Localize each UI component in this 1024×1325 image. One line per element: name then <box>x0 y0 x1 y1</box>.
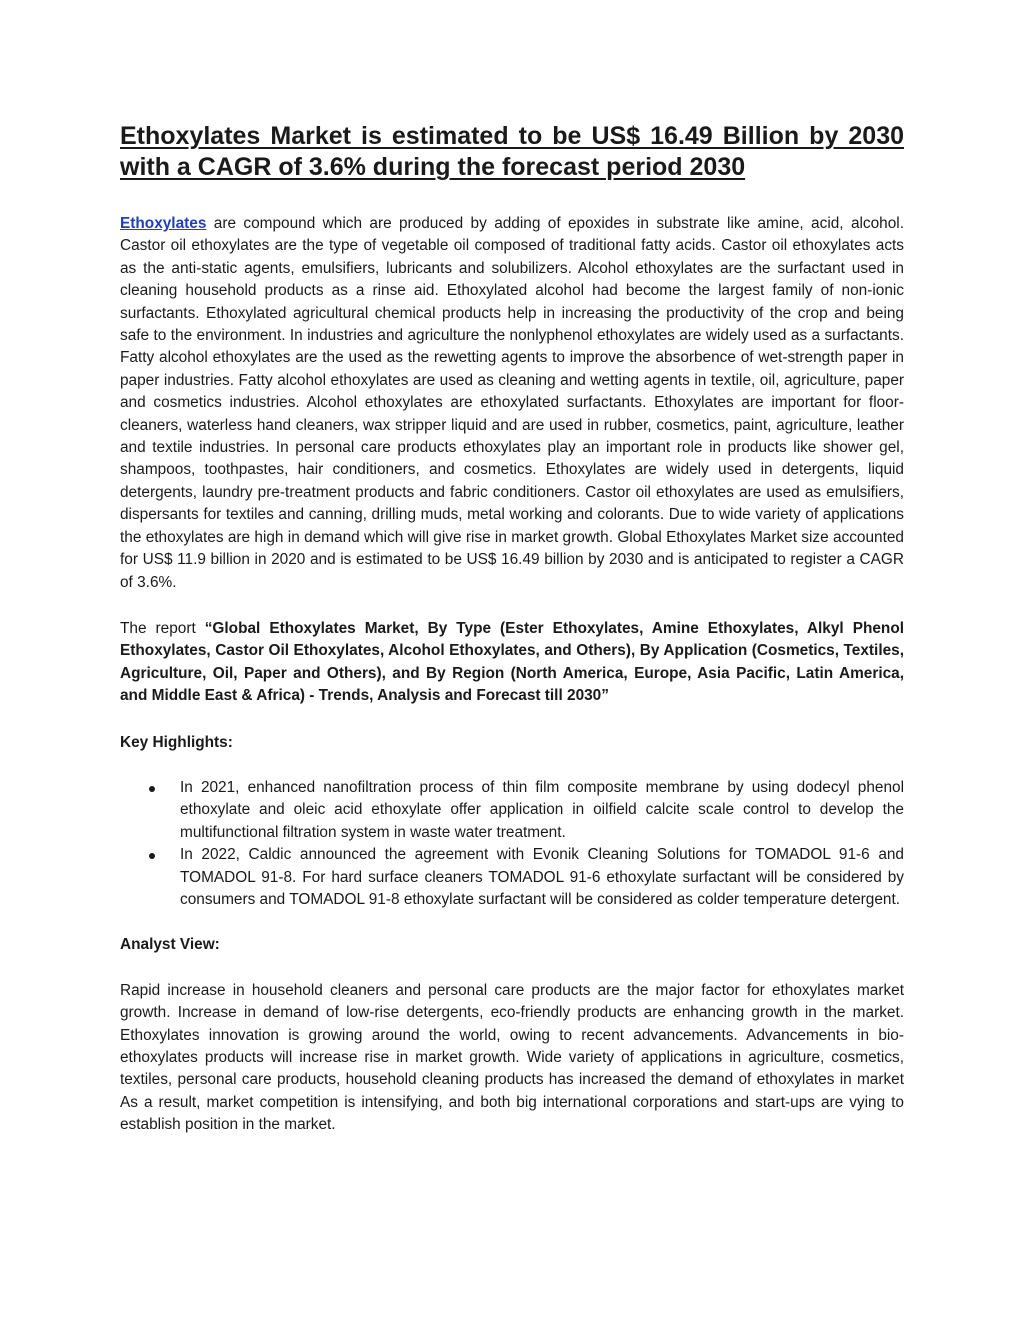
intro-text: are compound which are produced by adding of epoxides in substrate like amine, acid, alcohol. Castor oil ethoxylates are the type of vegetable oil composed of traditional fatty acids. Castor oil ethoxylates acts as the anti-static agents, emulsifiers, lubricants and solubilizers. Alcohol ethoxylates are the surfactant used in cleaning household products as a rinse aid. Ethoxylated alcohol had become the largest family of non-ionic surfactants. Ethoxylated agricultural chemical products help in increasing the productivity of the crop and being safe to the environment. In industries and agriculture the nonlyphenol ethoxylates are widely used as a surfactants. Fatty alcohol ethoxylates are the used as the rewetting agents to improve the absorbence of wet-strength paper in paper industries. Fatty alcohol ethoxylates are used as cleaning and wetting agents in textile, oil, agriculture, paper and cosmetics industries. Alcohol ethoxylates are ethoxylated surfactants. Ethoxylates are important for floor-cleaners, waterless hand cleaners, wax stripper liquid and are used in rubber, cosmetics, paint, agriculture, leather and textile industries. In personal care products ethoxylates play an important role in products like shower gel, shampoos, toothpastes, hair conditioners, and cosmetics. Ethoxylates are widely used in detergents, liquid detergents, laundry pre-treatment products and fabric conditioners. Castor oil ethoxylates are used as emulsifiers, dispersants for textiles and canning, drilling muds, metal working and colorants. Due to wide variety of applications the ethoxylates are high in demand which will give rise in market growth. Global Ethoxylates Market size accounted for US$ 11.9 billion in 2020 and is estimated to be US$ 16.49 billion by 2030 and is anticipated to register a CAGR of 3.6%. <box>120 215 904 591</box>
analyst-view-heading: Analyst View: <box>120 936 220 954</box>
document-page <box>120 121 904 1161</box>
analyst-view-paragraph: Rapid increase in household cleaners and personal care products are the major factor for ethoxylates market growth. Increase in demand of low-rise detergents, eco-friendly products are enhancing growth in the market. Ethoxylates innovation is growing around the world, owing to recent advancements. Advancements in bio-ethoxylates products will increase rise in market growth. Wide variety of applications in agriculture, cosmetics, textiles, personal care products, household cleaning products has increased the demand of ethoxylates in market As a result, market competition is intensifying, and both big international corporations and start-ups are vying to establish position in the market. <box>120 981 904 1134</box>
list-item <box>120 777 904 844</box>
report-lead: The report <box>120 619 205 637</box>
document-title: Ethoxylates Market is estimated to be US$ 16.49 Billion by 2030 with a CAGR of 3.6% during the forecast period 2030 <box>120 122 904 181</box>
report-title: “Global Ethoxylates Market, By Type (Ester Ethoxylates, Amine Ethoxylates, Alkyl Phenol Ethoxylates, Castor Oil Ethoxylates, Alcohol Ethoxylates, and Others), By Application (Cosmetics, Textiles, Agriculture, Oil, Paper and Others), and By Region (North America, Europe, Asia Pacific, Latin America, and Middle East & Africa) - Trends, Analysis and Forecast till 2030” <box>120 619 904 705</box>
report-paragraph <box>120 618 904 708</box>
intro-paragraph <box>120 213 904 594</box>
ethoxylates-link[interactable]: Ethoxylates <box>120 215 207 232</box>
key-highlights-heading: Key Highlights: <box>120 733 233 751</box>
list-item-text: In 2022, Caldic announced the agreement with Evonik Cleaning Solutions for TOMADOL 91-6 and TOMADOL 91-8. For hard surface cleaners TOMADOL 91-6 ethoxylate surfactant will be considered by consumers and TOMADOL 91-8 ethoxylate surfactant will be considered as colder temperature detergent. <box>180 846 904 908</box>
bullet-icon <box>149 853 155 859</box>
list-item <box>120 844 904 911</box>
key-highlights-list <box>120 777 904 911</box>
list-item-text: In 2021, enhanced nanofiltration process of thin film composite membrane by using dodecyl phenol ethoxylate and oleic acid ethoxylate offer application in oilfield calcite scale control to develop the multifunctional filtration system in waste water treatment. <box>180 778 904 841</box>
bullet-icon <box>149 786 155 792</box>
